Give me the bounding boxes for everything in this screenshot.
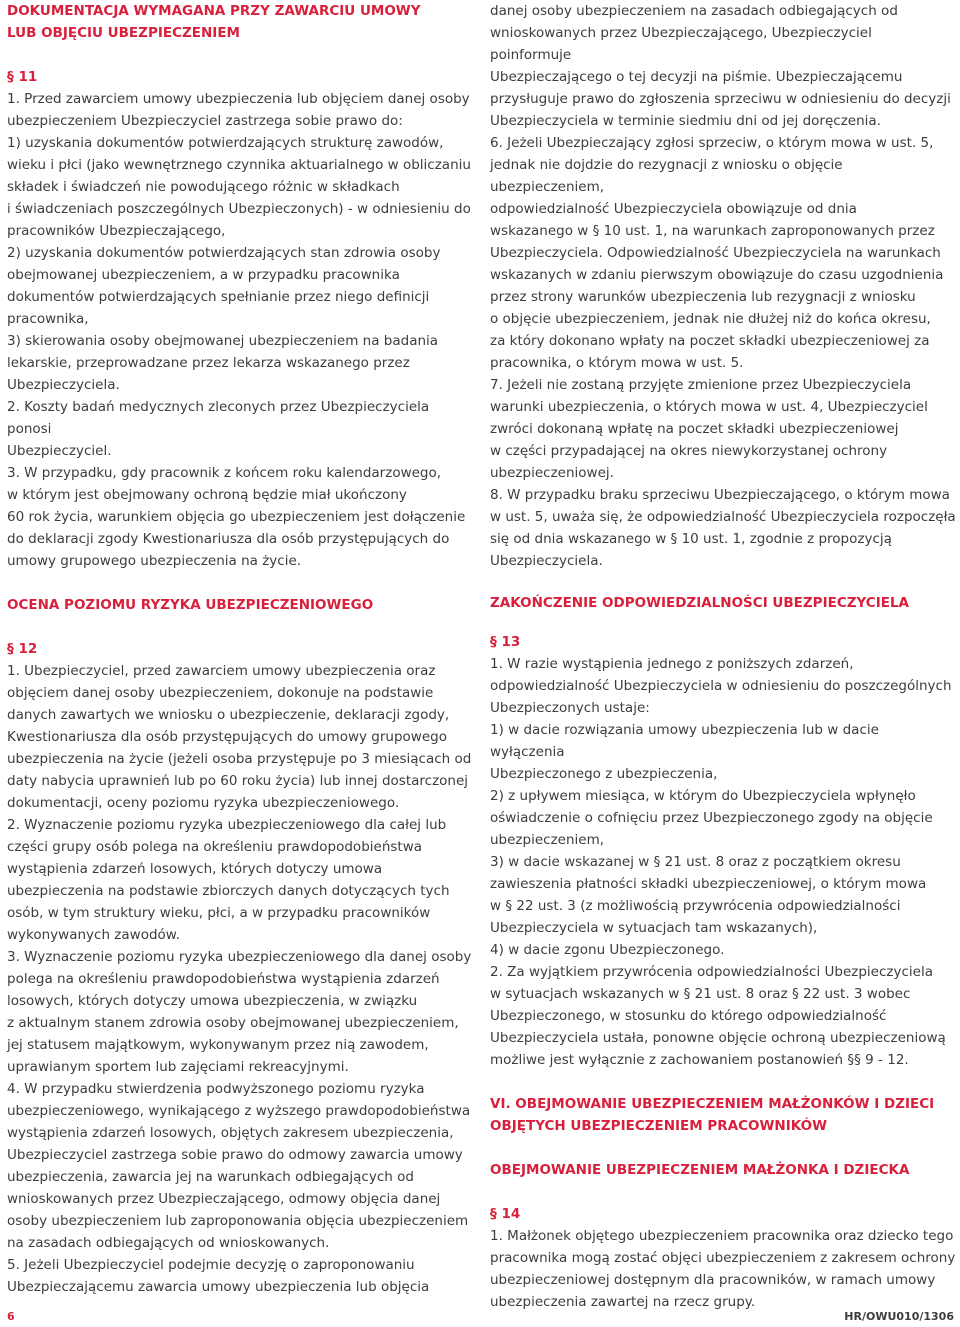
paragraph-number-13: § 13 — [490, 634, 521, 650]
text-line: 1. Przed zawarciem umowy ubezpieczenia lub objęciem danej osoby — [7, 91, 470, 107]
text-line: Ubezpieczonych ustaje: — [490, 700, 650, 716]
text-line: 2) z upływem miesiąca, w którym do Ubezpieczyciela wpłynęło — [490, 788, 916, 804]
text-line: części grupy osób polega na określeniu prawdopodobieństwa — [7, 839, 423, 855]
text-line: ubezpieczeniowego, wynikającego z wyższego prawdopodobieństwa — [7, 1103, 471, 1119]
text-line: 1. W razie wystąpienia jednego z poniższych zdarzeń, — [490, 656, 854, 672]
text-line: objęciem danej osoby ubezpieczeniem, dokonuje na podstawie — [7, 685, 434, 701]
text-line: ubezpieczenia na życie (jeżeli osoba przystępuje po 3 miesiącach od — [7, 751, 472, 767]
text-line: 1. Małżonek objętego ubezpieczeniem pracownika oraz dziecko tego — [490, 1228, 954, 1244]
text-line: się od dnia wskazanego w § 10 ust. 1, zgodnie z propozycją — [490, 531, 892, 547]
text-line: Ubezpieczyciela. Odpowiedzialność Ubezpieczyciela na warunkach — [490, 245, 941, 261]
text-line: 3) skierowania osoby obejmowanej ubezpieczeniem na badania — [7, 333, 439, 349]
text-line: o objęcie ubezpieczeniem, jednak nie dłużej niż do końca okresu, — [490, 311, 931, 327]
text-line: wnioskowanych przez Ubezpieczającego, odmowy objęcia danej — [7, 1191, 441, 1207]
text-line: z aktualnym stanem zdrowia osoby obejmowanej ubezpieczeniem, — [7, 1015, 459, 1031]
text-line: 1. Ubezpieczyciel, przed zawarciem umowy ubezpieczenia oraz — [7, 663, 436, 679]
paragraph-number-14: § 14 — [490, 1206, 521, 1222]
text-line: 4) w dacie zgonu Ubezpieczonego. — [490, 942, 725, 958]
text-line: dokumentacji, oceny poziomu ryzyka ubezpieczeniowego. — [7, 795, 400, 811]
text-line: jej statusem majątkowym, wykonywanym przez nią zawodem, — [7, 1037, 429, 1053]
text-line: Ubezpieczyciela w terminie siedmiu dni od jej doręczenia. — [490, 113, 881, 129]
text-line: danych zawartych we wniosku o ubezpieczenie, deklaracji zgody, — [7, 707, 450, 723]
text-line: jednak nie dojdzie do rezygnacji z wniosku o objęcie ubezpieczeniem, — [490, 157, 843, 195]
text-line: obejmowanej ubezpieczeniem, a w przypadku pracownika — [7, 267, 400, 283]
text-line: ubezpieczeniowej. — [490, 465, 614, 481]
text-line: wystąpienia zdarzeń losowych, objętych zakresem ubezpieczenia, — [7, 1125, 454, 1141]
text-line: 6. Jeżeli Ubezpieczający zgłosi sprzeciw, o którym mowa w ust. 5, — [490, 135, 934, 151]
text-line: odpowiedzialność Ubezpieczyciela w odniesieniu do poszczególnych — [490, 678, 952, 694]
chapter-heading-spouses-children: VI. OBEJMOWANIE UBEZPIECZENIEM MAŁŻONKÓW I DZIECI OBJĘTYCH UBEZPIECZENIEM PRACOWNIKÓW — [490, 1096, 935, 1134]
section-heading-end-of-liability: ZAKOŃCZENIE ODPOWIEDZIALNOŚCI UBEZPIECZYCIELA — [490, 595, 910, 611]
text-line: Ubezpieczonego, w stosunku do którego odpowiedzialność — [490, 1008, 887, 1024]
text-line: za który dokonano wpłaty na poczet składki ubezpieczeniowej za — [490, 333, 930, 349]
text-line: możliwe jest wyłącznie z zachowaniem postanowień §§ 9 - 12. — [490, 1052, 909, 1068]
text-line: Ubezpieczającemu zawarcia umowy ubezpieczenia lub objęcia — [7, 1279, 430, 1295]
text-line: przez strony warunków ubezpieczenia lub rezygnacji z wniosku — [490, 289, 916, 305]
text-line: 3. Wyznaczenie poziomu ryzyka ubezpieczeniowego dla danej osoby — [7, 949, 472, 965]
text-line: ubezpieczeniem Ubezpieczyciel zastrzega sobie prawo do: — [7, 113, 403, 129]
text-line: w którym jest obejmowany ochroną będzie miał ukończony — [7, 487, 407, 503]
section-11-body — [7, 88, 477, 572]
text-line: Kwestionariusza dla osób przystępujących do umowy grupowego — [7, 729, 447, 745]
text-line: składek i świadczeń nie powodującego różnic w składkach — [7, 179, 400, 195]
text-line: pracownika mogą zostać objęci ubezpieczeniem z zakresem ochrony — [490, 1250, 956, 1266]
text-line: wskazanego w § 10 ust. 1, na warunkach zaproponowanych przez — [490, 223, 935, 239]
text-line: warunki ubezpieczenia, o których mowa w ust. 4, Ubezpieczyciel — [490, 399, 928, 415]
text-line: wystąpienia zdarzeń losowych, których dotyczy umowa — [7, 861, 383, 877]
text-line: ubezpieczenia zawartej na rzecz grupy. — [490, 1294, 756, 1310]
section-heading-spouse-child: OBEJMOWANIE UBEZPIECZENIEM MAŁŻONKA I DZIECKA — [490, 1162, 910, 1178]
text-line: pracownika, o którym mowa w ust. 5. — [490, 355, 744, 371]
text-line: 7. Jeżeli nie zostaną przyjęte zmienione przez Ubezpieczyciela — [490, 377, 912, 393]
text-line: lekarskie, przeprowadzane przez lekarza wskazanego przez — [7, 355, 410, 371]
text-line: wykonywanych zawodów. — [7, 927, 180, 943]
text-line: 8. W przypadku braku sprzeciwu Ubezpieczającego, o którym mowa — [490, 487, 950, 503]
text-line: 1) uzyskania dokumentów potwierdzających strukturę zawodów, — [7, 135, 444, 151]
text-line: Ubezpieczyciel. — [7, 443, 112, 459]
text-line: odpowiedzialność Ubezpieczyciela obowiązuje od dnia — [490, 201, 857, 217]
text-line: w sytuacjach wskazanych w § 21 ust. 8 oraz § 22 ust. 3 wobec — [490, 986, 911, 1002]
text-line: umowy grupowego ubezpieczenia na życie. — [7, 553, 302, 569]
text-line: danej osoby ubezpieczeniem na zasadach odbiegających od — [490, 3, 898, 19]
text-line: 2. Wyznaczenie poziomu ryzyka ubezpieczeniowego dla całej lub — [7, 817, 447, 833]
section-12-body — [7, 660, 477, 1298]
text-line: Ubezpieczyciela ustała, ponowne objęcie ochroną ubezpieczeniową — [490, 1030, 946, 1046]
text-line: 4. W przypadku stwierdzenia podwyższonego poziomu ryzyka — [7, 1081, 425, 1097]
paragraph-number-12: § 12 — [7, 641, 38, 657]
document-code: HR/OWU010/1306 — [844, 1310, 954, 1323]
text-line: 2. Koszty badań medycznych zleconych przez Ubezpieczyciela ponosi — [7, 399, 430, 437]
text-line: polega na określeniu prawdopodobieństwa wystąpienia zdarzeń — [7, 971, 440, 987]
section-13-body — [490, 653, 956, 1071]
text-line: w § 22 ust. 3 (z możliwością przywrócenia odpowiedzialności — [490, 898, 901, 914]
text-line: daty nabycia uprawnień lub po 60 roku życia) lub innej dostarczonej — [7, 773, 469, 789]
text-line: 2) uzyskania dokumentów potwierdzających stan zdrowia osoby — [7, 245, 441, 261]
text-line: w części przypadającej na okres niewykorzystanej ochrony — [490, 443, 888, 459]
text-line: do deklaracji zgody Kwestionariusza dla osób przystępujących do — [7, 531, 450, 547]
left-column — [7, 0, 477, 1298]
text-line: Ubezpieczonego z ubezpieczenia, — [490, 766, 718, 782]
text-line: losowych, których dotyczy umowa ubezpieczenia, w związku — [7, 993, 418, 1009]
text-line: osoby ubezpieczeniem lub zaproponowania objęcia ubezpieczeniem — [7, 1213, 469, 1229]
section-heading-risk-assessment: OCENA POZIOMU RYZYKA UBEZPIECZENIOWEGO — [7, 597, 374, 613]
text-line: i świadczeniach poszczególnych Ubezpieczonych) - w odniesieniu do — [7, 201, 471, 217]
text-line: pracownika, — [7, 311, 89, 327]
page-number: 6 — [7, 1310, 15, 1323]
section-heading-documentation: DOKUMENTACJA WYMAGANA PRZY ZAWARCIU UMOWY LUB OBJĘCIU UBEZPIECZENIEM — [7, 3, 421, 41]
text-line: 2. Za wyjątkiem przywrócenia odpowiedzialności Ubezpieczyciela — [490, 964, 933, 980]
text-line: ubezpieczenia na podstawie zbiorczych danych dotyczących tych — [7, 883, 450, 899]
text-line: Ubezpieczyciela w sytuacjach tam wskazanych), — [490, 920, 818, 936]
text-line: na zasadach odbiegających od wnioskowanych. — [7, 1235, 330, 1251]
text-line: zawieszenia płatności składki ubezpieczeniowej, o którym mowa — [490, 876, 927, 892]
text-line: 1) w dacie rozwiązania umowy ubezpieczenia lub w dacie wyłączenia — [490, 722, 879, 760]
text-line: 3. W przypadku, gdy pracownik z końcem roku kalendarzowego, — [7, 465, 442, 481]
text-line: wnioskowanych przez Ubezpieczającego, Ubezpieczyciel poinformuje — [490, 25, 872, 63]
text-line: zwróci dokonaną wpłatę na poczet składki ubezpieczeniowej — [490, 421, 899, 437]
text-line: w ust. 5, uważa się, że odpowiedzialność Ubezpieczyciela rozpoczęła — [490, 509, 956, 525]
text-line: wskazanych w zdaniu pierwszym obowiązuje do czasu uzgodnienia — [490, 267, 944, 283]
text-line: Ubezpieczyciela. — [7, 377, 120, 393]
text-line: 5. Jeżeli Ubezpieczyciel podejmie decyzję o zaproponowaniu — [7, 1257, 415, 1273]
text-line: 60 rok życia, warunkiem objęcia go ubezpieczeniem jest dołączenie — [7, 509, 466, 525]
text-line: ubezpieczeniowej dostępnym dla pracowników, w ramach umowy — [490, 1272, 936, 1288]
text-line: uprawianym sportem lub zajęciami rekreacyjnymi. — [7, 1059, 349, 1075]
text-line: ubezpieczeniem, — [490, 832, 605, 848]
text-line: ubezpieczenia, zawarcia jej na warunkach odbiegających od — [7, 1169, 414, 1185]
text-line: oświadczenie o cofnięciu przez Ubezpieczonego zgody na objęcie — [490, 810, 933, 826]
paragraph-number-11: § 11 — [7, 69, 38, 85]
text-line: pracowników Ubezpieczającego, — [7, 223, 226, 239]
section-14-body — [490, 1225, 956, 1313]
text-line: Ubezpieczającego o tej decyzji na piśmie. Ubezpieczającemu — [490, 69, 903, 85]
text-line: osób, w tym struktury wieku, płci, a w przypadku pracowników — [7, 905, 431, 921]
right-column — [490, 0, 956, 1313]
text-line: dokumentów potwierdzających spełnianie przez niego definicji — [7, 289, 430, 305]
text-line: 3) w dacie wskazanej w § 21 ust. 8 oraz z początkiem okresu — [490, 854, 901, 870]
text-line: wieku i płci (jako wewnętrznego czynnika aktuarialnego w obliczaniu — [7, 157, 471, 173]
text-line: przysługuje prawo do zgłoszenia sprzeciwu w odniesieniu do decyzji — [490, 91, 951, 107]
text-line: Ubezpieczyciela. — [490, 553, 603, 569]
text-line: Ubezpieczyciel zastrzega sobie prawo do odmowy zawarcia umowy — [7, 1147, 463, 1163]
section-12-continued-body — [490, 0, 956, 572]
